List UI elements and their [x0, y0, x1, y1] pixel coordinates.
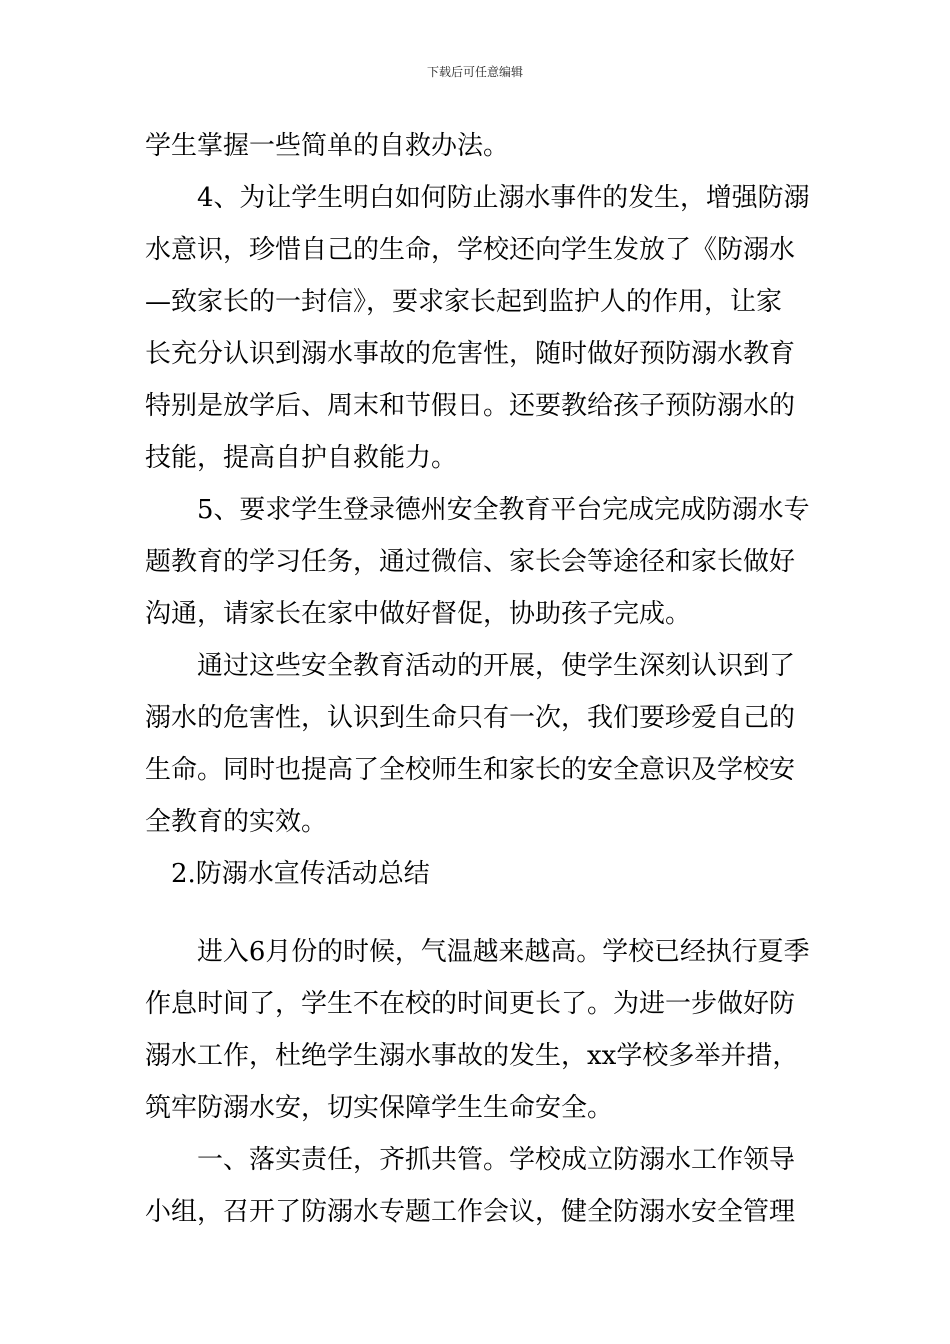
paragraph-line: 水意识，珍惜自己的生命，学校还向学生发放了《防溺水 [145, 235, 796, 265]
paragraph-line: 学生掌握一些简单的自救办法。 [145, 131, 510, 161]
section-heading: 2.防溺水宣传活动总结 [171, 859, 430, 889]
paragraph-line: 特别是放学后、周末和节假日。还要教给孩子预防溺水的 [145, 391, 796, 421]
paragraph-line: 进入6月份的时候，气温越来越高。学校已经执行夏季 [197, 937, 810, 967]
paragraph-line: 通过这些安全教育活动的开展，使学生深刻认识到了 [197, 651, 796, 681]
paragraph-line: 小组，召开了防溺水专题工作会议，健全防溺水安全管理 [145, 1197, 796, 1227]
paragraph-line: 5、要求学生登录德州安全教育平台完成完成防溺水专 [197, 495, 810, 525]
paragraph-line: 筑牢防溺水安，切实保障学生生命安全。 [145, 1093, 614, 1123]
paragraph-line: 题教育的学习任务，通过微信、家长会等途径和家长做好 [145, 547, 796, 577]
paragraph-line: 4、为让学生明白如何防止溺水事件的发生，增强防溺 [197, 183, 810, 213]
paragraph-line: 生命。同时也提高了全校师生和家长的安全意识及学校安 [145, 755, 796, 785]
paragraph-line: 一、落实责任，齐抓共管。学校成立防溺水工作领导 [197, 1145, 796, 1175]
paragraph-line: 技能，提高自护自救能力。 [145, 443, 458, 473]
paragraph-line: —致家长的一封信》，要求家长起到监护人的作用，让家 [145, 287, 783, 317]
paragraph-line: 溺水工作，杜绝学生溺水事故的发生，xx学校多举并措， [145, 1041, 799, 1071]
paragraph-line: 沟通，请家长在家中做好督促，协助孩子完成。 [145, 599, 692, 629]
page-header: 下载后可任意编辑 [426, 65, 523, 79]
paragraph-line: 全教育的实效。 [145, 807, 328, 837]
paragraph-line: 作息时间了，学生不在校的时间更长了。为进一步做好防 [145, 989, 796, 1019]
paragraph-line: 长充分认识到溺水事故的危害性，随时做好预防溺水教育 [145, 339, 796, 369]
paragraph-line: 溺水的危害性，认识到生命只有一次，我们要珍爱自己的 [145, 703, 796, 733]
